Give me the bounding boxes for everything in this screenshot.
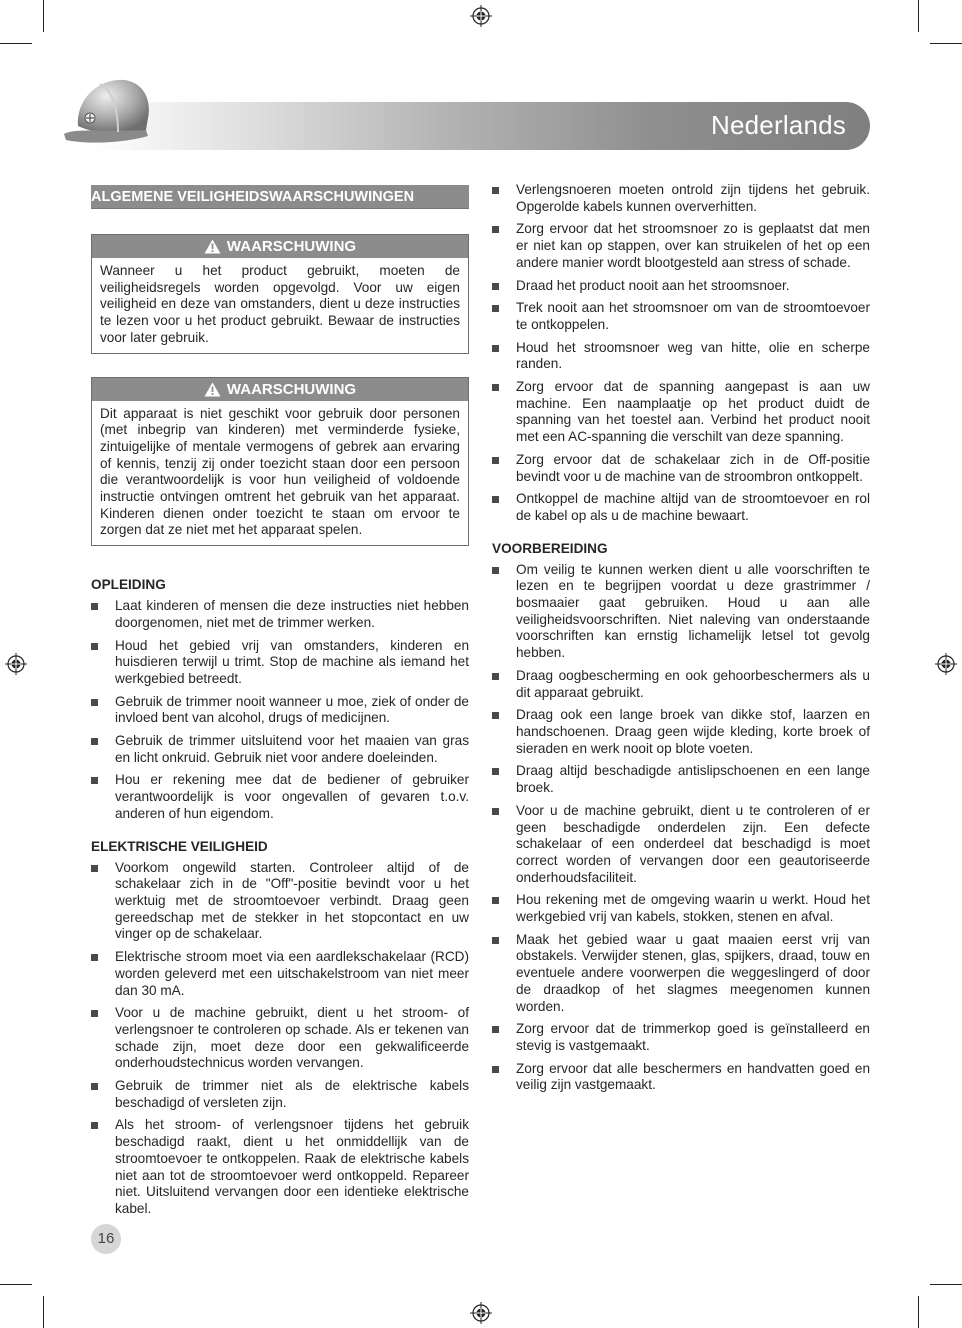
list-item — [91, 1005, 469, 1072]
list-item — [492, 1061, 870, 1094]
warning-title: WAARSCHUWING — [226, 380, 357, 398]
bullet — [492, 305, 499, 312]
list-item-text: Hou er rekening mee dat de bediener of gebruiker verantwoordelijk is voor ongevallen of gevaren t.o.v. anderen of hun eigendom. — [115, 772, 469, 821]
list-item — [91, 1117, 469, 1217]
warning-text: Wanneer u het product gebruikt, moeten de veiligheidsregels worden opgevolgd. Voor uw eigen veiligheid en deze van omstanders, dient u deze instructies te lezen voor u het product gebruikt. Bewaar de instructies voor later gebruik. — [100, 263, 460, 345]
right-column — [492, 182, 870, 1100]
list-item — [492, 803, 870, 887]
list-item-text: Gebruik de trimmer niet als de elektrische kabels beschadigd of versleten zijn. — [115, 1078, 469, 1110]
list-item-text: Zorg ervoor dat de trimmerkop goed is geïnstalleerd en stevig is vastgemaakt. — [516, 1021, 870, 1053]
bullet — [492, 457, 499, 464]
registration-mark-icon — [5, 653, 27, 675]
bullet — [492, 496, 499, 503]
list-item — [492, 932, 870, 1016]
bullet — [492, 345, 499, 352]
list-item-text: Gebruik de trimmer nooit wanneer u moe, ziek of onder de invloed bent van alcohol, drugs of medicijnen. — [115, 693, 469, 726]
crop-mark — [0, 43, 32, 44]
language-title: Nederlands — [711, 110, 846, 140]
warning-title: WAARSCHUWING — [226, 238, 357, 255]
bullet — [91, 865, 98, 872]
crop-mark — [43, 1296, 44, 1328]
bullet — [492, 897, 499, 904]
bullet — [492, 384, 499, 391]
list-item-text: Zorg ervoor dat het stroomsnoer zo is geplaatst dat men er niet kan op stappen, over kan struikelen of het op een andere manier wordt blootgesteld aan stress of schade. — [516, 221, 870, 270]
registration-mark-icon — [470, 5, 492, 27]
bullet — [91, 699, 98, 706]
list-item-text: Draad het product nooit aan het stroomsnoer. — [516, 277, 790, 293]
list-item-text: Voor u de machine gebruikt, dient u het stroom- of verlengsnoer te controleren op schade. Als er tekenen van schade zijn, moet deze door een gekwalificeerde onderhoudstechnicus worden vervangen. — [115, 1005, 469, 1071]
bullet — [492, 673, 499, 680]
crop-mark — [918, 1296, 919, 1328]
list-item — [91, 598, 469, 631]
bullet — [91, 738, 98, 745]
list-item-text: Zorg ervoor dat de schakelaar zich in de Off-positie bevindt voor u de machine van de stroombron ontkoppelt. — [516, 451, 870, 484]
section-title-voorbereiding: VOORBEREIDING — [492, 540, 608, 556]
bullet — [492, 1066, 499, 1073]
list-item-text: Voor u de machine gebruikt, dient u te controleren of er geen beschadigde onderdelen zijn. Een defecte schakelaar of een onderdeel dat beschadigd is moet correct worden of vervangen door een geautoriseerde onderhoudsfaciliteit. — [516, 802, 870, 885]
list-item — [492, 340, 870, 373]
voorbereiding-list — [492, 562, 870, 1094]
bullet — [492, 283, 499, 290]
bullet — [91, 603, 98, 610]
warning-header — [92, 378, 468, 401]
bullet — [91, 1083, 98, 1090]
list-item — [492, 763, 870, 796]
list-item — [91, 949, 469, 999]
bullet — [91, 1122, 98, 1129]
list-item — [492, 300, 870, 333]
list-item — [492, 379, 870, 446]
list-item-text: Verlengsnoeren moeten ontrold zijn tijdens het gebruik. Opgerolde kabels kunnen oververhitten. — [516, 182, 870, 214]
list-item — [492, 182, 870, 215]
list-item — [91, 733, 469, 766]
bullet — [492, 808, 499, 815]
crop-mark — [43, 0, 44, 32]
warning-text: Dit apparaat is niet geschikt voor gebruik door personen (met inbegrip van kinderen) met verminderde fysieke, zintuigelijke of mentale vermogens of gebrek aan ervaring of kennis, tenzij zij onder toezicht staan door een persoon die verantwoordelijk is voor hun veiligheid of voldoende instructie ontvingen omtrent het gebruik van het apparaat. Kinderen dienen onder toezicht te staan om ervoor te zorgen dat ze niet met het apparaat spelen. — [100, 405, 460, 538]
list-item — [492, 278, 870, 295]
list-item-text: Houd het gebied vrij van omstanders, kinderen en huisdieren terwijl u trimt. Stop de machine als iemand het werkgebied betreedt. — [115, 637, 469, 686]
bullet — [91, 954, 98, 961]
bullet — [492, 187, 499, 194]
left-column — [91, 182, 469, 1224]
bullet — [492, 768, 499, 775]
list-item — [492, 221, 870, 271]
list-item-text: Draag ook een lange broek van dikke stof, laarzen en handschoenen. Draag geen wijde kleding, korte broek of sieraden en werk nooit op blote voeten. — [516, 707, 870, 756]
list-item-text: Trek nooit aan het stroomsnoer om van de stroomtoevoer te ontkoppelen. — [516, 300, 870, 332]
opleiding-list — [91, 598, 469, 822]
list-item — [492, 892, 870, 925]
list-item-text: Draag altijd beschadigde antislipschoenen en een lange broek. — [516, 763, 870, 796]
bullet — [492, 567, 499, 574]
list-item-text: Zorg ervoor dat alle beschermers en handvatten goed en veilig zijn vastgemaakt. — [516, 1060, 870, 1093]
list-item — [91, 638, 469, 688]
list-item-text: Hou rekening met de omgeving waarin u werkt. Houd het werkgebied vrij van kabels, stokken, stenen en afval. — [516, 892, 870, 925]
list-item-text: Houd het stroomsnoer weg van hitte, olie en scherpe randen. — [516, 339, 870, 372]
crop-mark — [930, 43, 962, 44]
list-item — [91, 694, 469, 727]
warning-triangle-icon — [204, 382, 221, 397]
list-item — [492, 707, 870, 757]
section-title-general-safety: ALGEMENE VEILIGHEIDSWAARSCHUWINGEN — [91, 185, 469, 209]
list-item — [492, 668, 870, 701]
list-item-text: Als het stroom- of verlengsnoer tijdens het gebruik beschadigd raakt, dient u het onmiddellijk van de stroomtoevoer te ontkoppelen. Raak de elektrische kabels niet aan tot de stroomtoevoer werd ontkoppeld. Repareer niet. Uitsluitend vervangen door een identieke elektrische kabel. — [115, 1117, 469, 1216]
bullet — [492, 937, 499, 944]
cord-safety-list — [492, 182, 870, 525]
list-item — [492, 562, 870, 662]
warning-triangle-icon — [204, 239, 221, 254]
list-item-text: Gebruik de trimmer uitsluitend voor het maaien van gras en licht onkruid. Gebruik niet voor andere doeleinden. — [115, 733, 469, 765]
bullet — [91, 643, 98, 650]
registration-mark-icon — [935, 653, 957, 675]
crop-mark — [930, 1284, 962, 1285]
list-item-text: Maak het gebied waar u gaat maaien eerst vrij van obstakels. Verwijder stenen, glas, spijkers, draad, touw en eventuele andere voorwerpen die weggeslingerd of door de draadkop of het slagmes meegenomen kunnen worden. — [516, 931, 870, 1014]
list-item — [492, 452, 870, 485]
list-item-text: Draag oogbescherming en ook gehoorbeschermers als u dit apparaat gebruikt. — [516, 667, 870, 700]
list-item — [492, 491, 870, 524]
list-item-text: Zorg ervoor dat de spanning aangepast is aan uw machine. Een naamplaatje op het product duidt de spanning van het toestel aan. Verbind het product nooit met een AC-spanning die verschilt van deze spanning. — [516, 379, 870, 445]
list-item — [91, 1078, 469, 1111]
elektrische-veiligheid-list — [91, 860, 469, 1218]
list-item-text: Om veilig te kunnen werken dient u alle voorschriften te lezen en te begrijpen voordat u deze grastrimmer / bosmaaier gaat gebruiken. Houd u aan alle veiligheidsvoorschriften. Niet naleving van onderstaande voorschriften kan ernstig lichamelijk letsel tot gevolg hebben. — [516, 561, 870, 661]
page-number: 16 — [91, 1224, 121, 1254]
warning-box — [91, 377, 469, 547]
warning-box — [91, 234, 469, 354]
bullet — [91, 1010, 98, 1017]
list-item-text: Elektrische stroom moet via een aardlekschakelaar (RCD) worden geleverd met een uitschakelstroom van niet meer dan 30 mA. — [115, 949, 469, 998]
bullet — [492, 226, 499, 233]
list-item-text: Ontkoppel de machine altijd van de stroomtoevoer en rol de kabel op als u de machine bewaart. — [516, 491, 870, 523]
list-item-text: Laat kinderen of mensen die deze instructies niet hebben doorgenomen, niet met de trimmer werken. — [115, 598, 469, 630]
list-item — [91, 772, 469, 822]
list-item-text: Voorkom ongewild starten. Controleer altijd of de schakelaar zich in de "Off"-positie bevindt voor u het werktuig met de stroomtoevoer verbindt. Draag geen gereedschap met de stekker in het stopcontact en uw vinger op de schakelaar. — [115, 859, 469, 942]
list-item — [91, 860, 469, 944]
section-title-elektrische-veiligheid: ELEKTRISCHE VEILIGHEID — [91, 838, 268, 854]
registration-mark-icon — [470, 1302, 492, 1324]
bullet — [492, 712, 499, 719]
crop-mark — [918, 0, 919, 32]
safety-helmet-icon — [60, 74, 160, 154]
list-item — [492, 1021, 870, 1054]
warning-header — [92, 235, 468, 258]
bullet — [91, 777, 98, 784]
bullet — [492, 1026, 499, 1033]
section-title-opleiding: OPLEIDING — [91, 577, 166, 593]
header-banner — [92, 102, 870, 150]
crop-mark — [0, 1284, 32, 1285]
